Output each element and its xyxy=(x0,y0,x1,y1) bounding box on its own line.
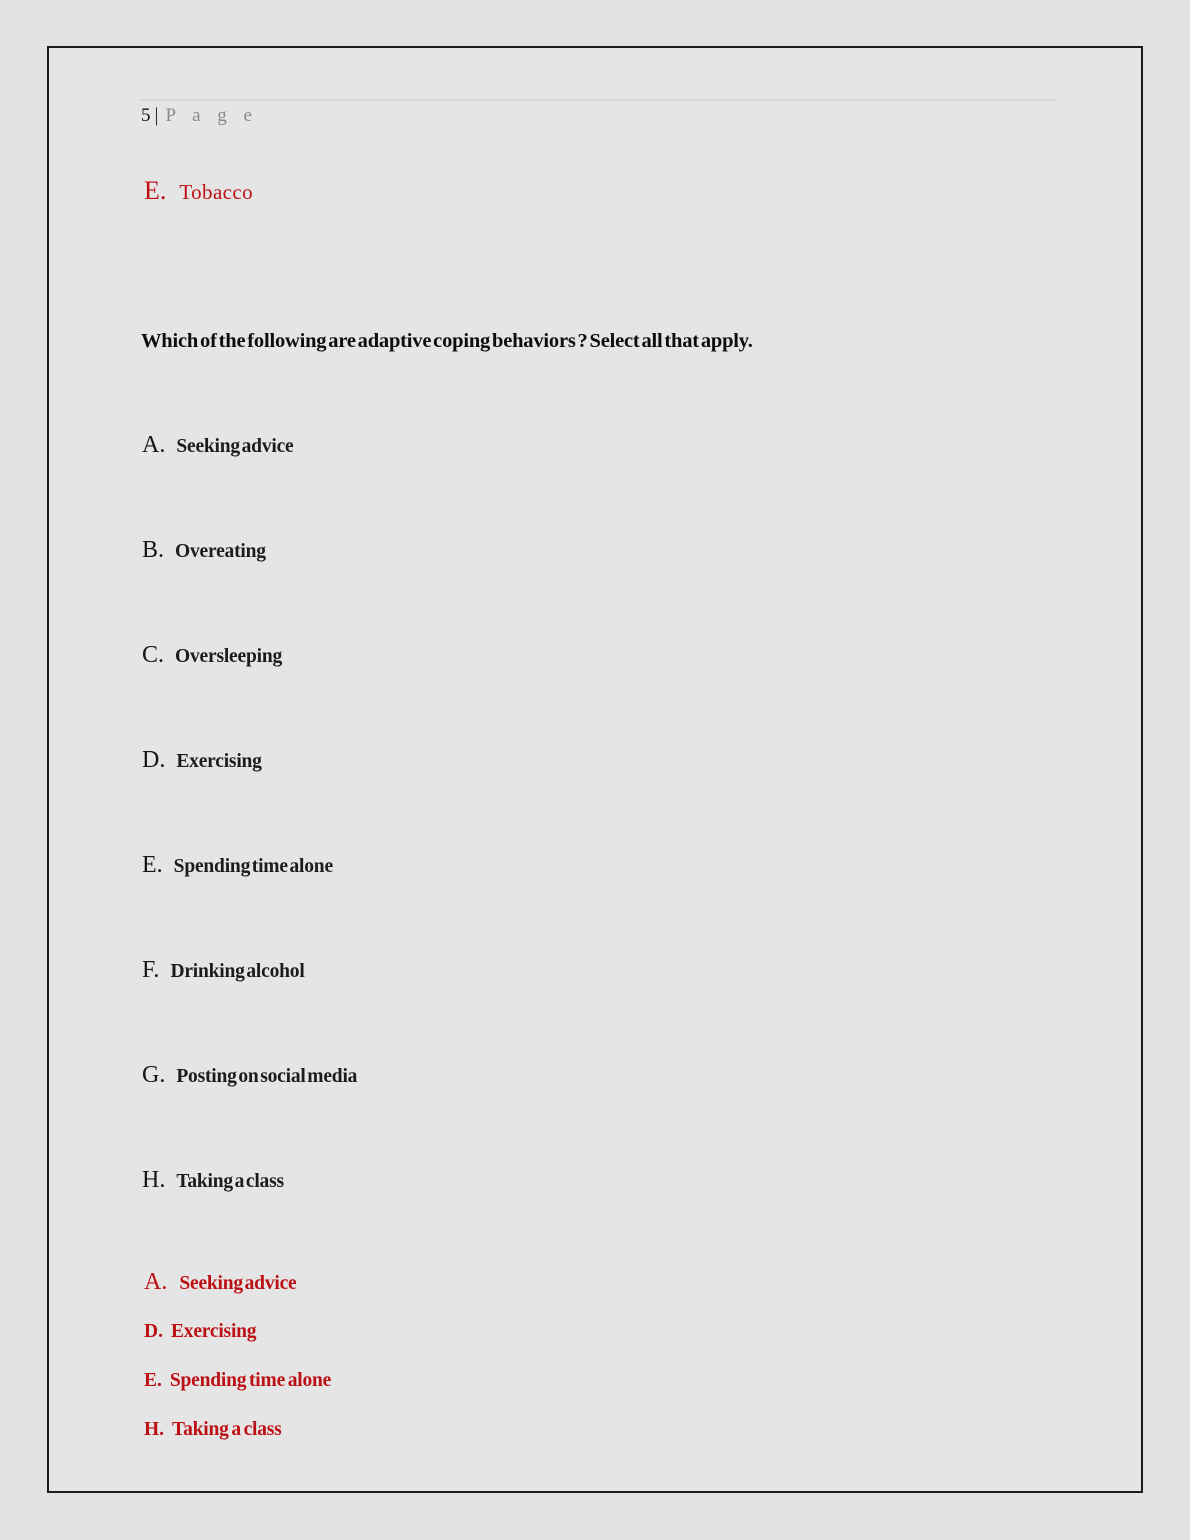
option-a xyxy=(142,432,294,459)
option-letter: F. xyxy=(142,957,160,983)
option-text: Spending time alone xyxy=(173,856,333,877)
document-page xyxy=(47,46,1143,1493)
option-text: Overeating xyxy=(175,541,266,562)
header-rule xyxy=(139,99,1057,101)
option-text: Seeking advice xyxy=(176,436,294,457)
answer-d xyxy=(144,1321,256,1343)
answer-e xyxy=(144,1370,331,1392)
option-text: Drinking alcohol xyxy=(170,961,305,982)
option-c xyxy=(142,642,282,669)
answer-a xyxy=(144,1269,297,1296)
question-text: Which of the following are adaptive coping behaviors ? Select all that apply. xyxy=(141,330,753,352)
option-g xyxy=(142,1062,357,1089)
option-letter: G. xyxy=(142,1062,166,1088)
option-letter: D. xyxy=(142,747,166,773)
option-letter: C. xyxy=(142,642,165,668)
option-text: Posting on social media xyxy=(176,1066,358,1087)
option-f xyxy=(142,957,305,984)
header-separator: | xyxy=(154,104,159,126)
answer-letter: A. xyxy=(144,1269,168,1295)
previous-answer-text: Tobacco xyxy=(179,180,254,204)
option-letter: B. xyxy=(142,537,165,563)
option-letter: A. xyxy=(142,432,166,458)
page-header xyxy=(141,104,258,127)
answer-letter: H. xyxy=(144,1419,165,1440)
option-h xyxy=(142,1167,284,1194)
page-label: P a g e xyxy=(165,105,258,126)
answer-letter: D. xyxy=(144,1321,163,1342)
answer-text: Exercising xyxy=(170,1321,257,1342)
previous-answer xyxy=(144,176,253,206)
option-text: Taking a class xyxy=(176,1171,284,1192)
answer-text: Seeking advice xyxy=(179,1273,297,1294)
option-text: Exercising xyxy=(176,751,262,772)
option-text: Oversleeping xyxy=(175,646,283,667)
previous-answer-letter: E. xyxy=(144,176,167,205)
page-number: 5 xyxy=(141,105,151,126)
option-d xyxy=(142,747,262,774)
answer-h xyxy=(144,1419,282,1441)
answer-text: Spending time alone xyxy=(169,1370,332,1391)
option-letter: E. xyxy=(142,852,163,878)
option-letter: H. xyxy=(142,1167,166,1193)
option-e xyxy=(142,852,333,879)
answer-text: Taking a class xyxy=(172,1419,282,1440)
answer-letter: E. xyxy=(144,1370,162,1391)
option-b xyxy=(142,537,266,564)
